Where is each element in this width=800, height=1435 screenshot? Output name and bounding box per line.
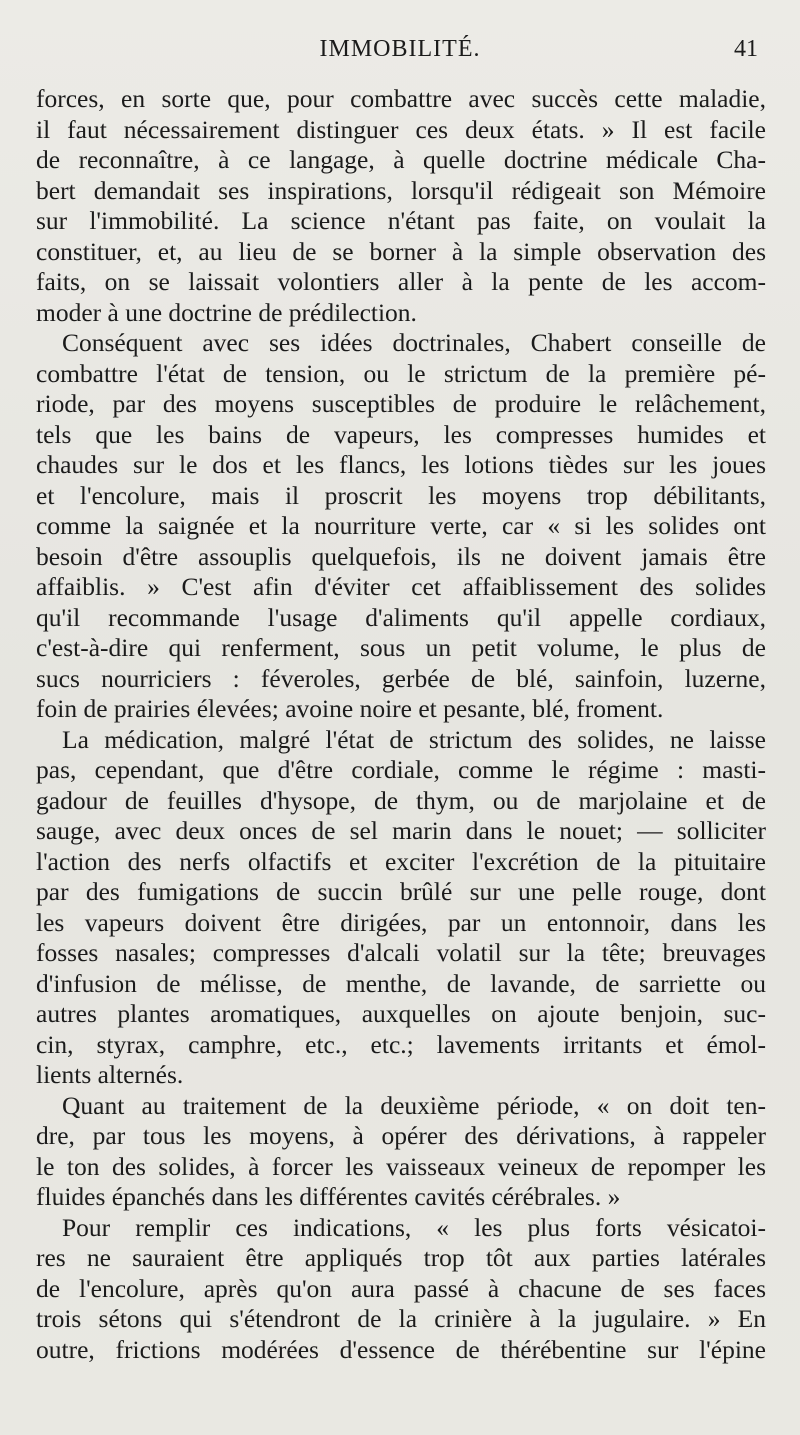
text-line: les vapeurs doivent être dirigées, par un entonnoir, dans les — [36, 907, 766, 937]
text-line: sur l'immobilité. La science n'étant pas faite, on voulait la — [36, 206, 766, 235]
text-line: c'est-à-dire qui renferment, sous un petit volume, le plus de — [36, 633, 766, 662]
text-line: moder à une doctrine de prédilection. — [36, 297, 417, 327]
page-header — [0, 32, 800, 72]
text-line: besoin d'être assouplis quelquefois, ils ne doivent jamais être — [36, 541, 766, 571]
running-title: IMMOBILITÉ. — [319, 36, 481, 62]
text-line: le ton des solides, à forcer les vaisseaux veineux de repomper les — [36, 1151, 766, 1181]
text-line: Quant au traitement de la deuxième période, « on doit ten- — [62, 1090, 766, 1120]
text-line: Conséquent avec ses idées doctrinales, Chabert conseille de — [62, 328, 766, 357]
text-line: et l'encolure, mais il proscrit les moyens trop débilitants, — [36, 480, 766, 510]
text-line: par des fumigations de succin brûlé sur une pelle rouge, dont — [36, 877, 766, 906]
text-line: comme la saignée et la nourriture verte, car « si les solides ont — [36, 511, 766, 540]
text-line: lients alternés. — [36, 1060, 184, 1089]
text-line: d'infusion de mélisse, de menthe, de lavande, de sarriette ou — [36, 968, 766, 998]
text-line: l'action des nerfs olfactifs et exciter l'excrétion de la pituitaire — [36, 846, 766, 876]
text-line: autres plantes aromatiques, auxquelles on ajoute benjoin, suc- — [36, 999, 766, 1028]
text-line: il faut nécessairement distinguer ces deux états. » Il est facile — [36, 114, 766, 144]
text-line: foin de prairies élevées; avoine noire et pesante, blé, froment. — [36, 694, 664, 723]
text-line: chaudes sur le dos et les flancs, les lotions tièdes sur les joues — [36, 450, 766, 479]
text-line: trois sétons qui s'étendront de la crinière à la jugulaire. » En — [36, 1304, 766, 1333]
text-line: faits, on se laissait volontiers aller à la pente de les accom- — [36, 267, 766, 296]
text-line: riode, par des moyens susceptibles de produire le relâchement, — [36, 389, 766, 418]
text-line: pas, cependant, que d'être cordiale, comme le régime : masti- — [36, 755, 766, 784]
text-line: cin, styrax, camphre, etc., etc.; lavements irritants et émol- — [36, 1029, 766, 1059]
page-number: 41 — [734, 36, 758, 62]
text-line: outre, frictions modérées d'essence de thérébentine sur l'épine — [36, 1334, 766, 1364]
text-line: La médication, malgré l'état de strictum des solides, ne laisse — [62, 724, 766, 754]
text-line: affaiblis. » C'est afin d'éviter cet affaiblissement des solides — [36, 572, 766, 601]
body-text — [36, 84, 766, 1365]
text-line: fluides épanchés dans les différentes cavités cérébrales. » — [36, 1182, 621, 1211]
text-line: tels que les bains de vapeurs, les compresses humides et — [36, 419, 766, 449]
text-line: dre, par tous les moyens, à opérer des dérivations, à rappeler — [36, 1121, 766, 1150]
text-line: forces, en sorte que, pour combattre avec succès cette maladie, — [36, 84, 766, 113]
text-line: res ne sauraient être appliqués trop tôt aux parties latérales — [36, 1243, 766, 1272]
text-line: sucs nourriciers : féveroles, gerbée de blé, sainfoin, luzerne, — [36, 663, 766, 693]
text-line: de l'encolure, après qu'on aura passé à chacune de ses faces — [36, 1273, 766, 1303]
text-line: Pour remplir ces indications, « les plus forts vésicatoi- — [62, 1212, 766, 1242]
text-line: gadour de feuilles d'hysope, de thym, ou de marjolaine et de — [36, 785, 766, 815]
text-line: qu'il recommande l'usage d'aliments qu'il appelle cordiaux, — [36, 602, 766, 632]
text-line: combattre l'état de tension, ou le strictum de la première pé- — [36, 358, 766, 388]
text-line: sauge, avec deux onces de sel marin dans le nouet; — solliciter — [36, 816, 766, 845]
text-line: de reconnaître, à ce langage, à quelle doctrine médicale Cha- — [36, 145, 766, 174]
text-line: constituer, et, au lieu de se borner à la simple observation des — [36, 236, 766, 266]
text-line: fosses nasales; compresses d'alcali volatil sur la tête; breuvages — [36, 938, 766, 967]
text-line: bert demandait ses inspirations, lorsqu'il rédigeait son Mémoire — [36, 175, 766, 205]
